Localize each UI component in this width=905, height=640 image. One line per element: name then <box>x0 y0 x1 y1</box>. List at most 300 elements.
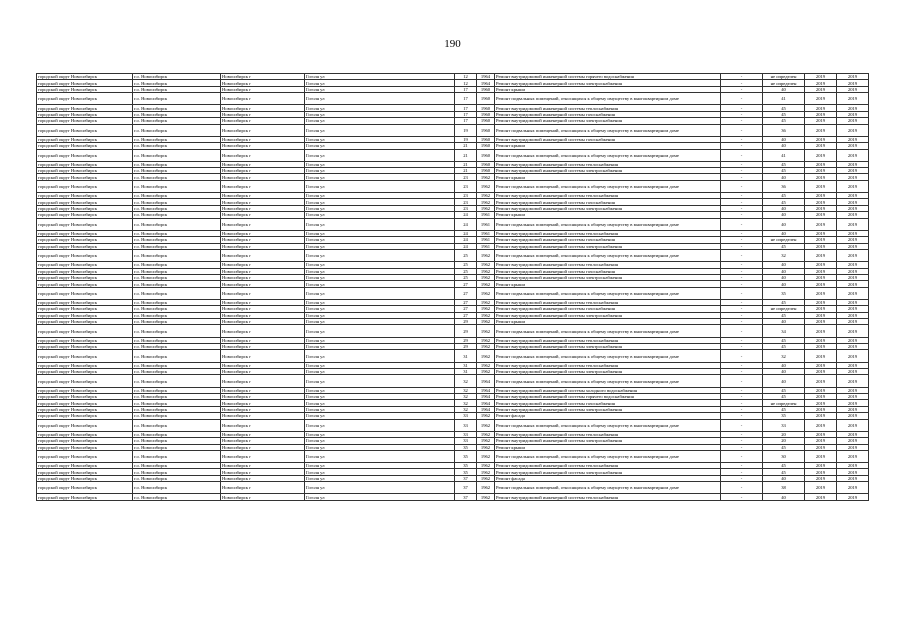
city-cell: Новосибирск г <box>221 230 305 236</box>
wear-cell: 35 <box>763 287 805 299</box>
work-type-cell: Ремонт внутридомовой инженерной системы электроснабжения <box>495 118 721 124</box>
end-year-cell: 2019 <box>837 299 869 305</box>
build-year-cell: 1962 <box>477 180 495 192</box>
start-year-cell: 2019 <box>805 105 837 111</box>
work-type-cell: Ремонт подвальных помещений, относящихся к общему имуществу в многоквартирном доме <box>495 149 721 161</box>
street-cell: Гоголя ул <box>305 387 455 393</box>
municipality-cell: городской округ Новосибирск <box>37 406 133 412</box>
start-year-cell: 2019 <box>805 387 837 393</box>
wear-cell: 40 <box>763 281 805 287</box>
locality-district-cell: г.о. Новосибирск <box>133 400 221 406</box>
dash-cell: - <box>721 494 763 500</box>
street-cell: Гоголя ул <box>305 319 455 325</box>
locality-district-cell: г.о. Новосибирск <box>133 438 221 444</box>
city-cell: Новосибирск г <box>221 149 305 161</box>
street-cell: Гоголя ул <box>305 494 455 500</box>
start-year-cell: 2019 <box>805 344 837 350</box>
start-year-cell: 2019 <box>805 469 837 475</box>
city-cell: Новосибирск г <box>221 419 305 431</box>
dash-cell: - <box>721 205 763 211</box>
work-type-cell: Ремонт внутридомовой инженерной системы теплоснабжения <box>495 161 721 167</box>
dash-cell: - <box>721 262 763 268</box>
work-type-cell: Ремонт внутридомовой инженерной системы газоснабжения <box>495 268 721 274</box>
wear-cell: 45 <box>763 161 805 167</box>
city-cell: Новосибирск г <box>221 287 305 299</box>
house-number-cell: 17 <box>455 86 477 92</box>
end-year-cell: 2019 <box>837 287 869 299</box>
municipality-cell: городской округ Новосибирск <box>37 149 133 161</box>
municipality-cell: городской округ Новосибирск <box>37 438 133 444</box>
house-number-cell: 35 <box>455 463 477 469</box>
wear-cell: 45 <box>763 199 805 205</box>
city-cell: Новосибирск г <box>221 237 305 243</box>
end-year-cell: 2019 <box>837 86 869 92</box>
city-cell: Новосибирск г <box>221 268 305 274</box>
house-number-cell: 35 <box>455 444 477 450</box>
wear-cell: 40 <box>763 268 805 274</box>
locality-district-cell: г.о. Новосибирск <box>133 193 221 199</box>
municipality-cell: городской округ Новосибирск <box>37 199 133 205</box>
build-year-cell: 1962 <box>477 362 495 368</box>
dash-cell: - <box>721 387 763 393</box>
table-row <box>37 287 869 299</box>
locality-district-cell: г.о. Новосибирск <box>133 482 221 494</box>
end-year-cell: 2019 <box>837 337 869 343</box>
start-year-cell: 2019 <box>805 325 837 337</box>
work-type-cell: Ремонт внутридомовой инженерной системы газоснабжения <box>495 136 721 142</box>
start-year-cell: 2019 <box>805 413 837 419</box>
house-number-cell: 21 <box>455 168 477 174</box>
locality-district-cell: г.о. Новосибирск <box>133 312 221 318</box>
work-type-cell: Ремонт внутридомовой инженерной системы электроснабжения <box>495 205 721 211</box>
end-year-cell: 2019 <box>837 80 869 86</box>
start-year-cell: 2019 <box>805 444 837 450</box>
municipality-cell: городской округ Новосибирск <box>37 362 133 368</box>
end-year-cell: 2019 <box>837 450 869 462</box>
build-year-cell: 1962 <box>477 274 495 280</box>
start-year-cell: 2019 <box>805 249 837 261</box>
house-number-cell: 31 <box>455 369 477 375</box>
start-year-cell: 2019 <box>805 369 837 375</box>
municipality-cell: городской округ Новосибирск <box>37 450 133 462</box>
end-year-cell: 2019 <box>837 475 869 481</box>
dash-cell: - <box>721 212 763 218</box>
dash-cell: - <box>721 306 763 312</box>
wear-cell: 40 <box>763 136 805 142</box>
dash-cell: - <box>721 400 763 406</box>
end-year-cell: 2019 <box>837 237 869 243</box>
city-cell: Новосибирск г <box>221 168 305 174</box>
locality-district-cell: г.о. Новосибирск <box>133 230 221 236</box>
street-cell: Гоголя ул <box>305 168 455 174</box>
end-year-cell: 2019 <box>837 249 869 261</box>
house-number-cell: 21 <box>455 149 477 161</box>
dash-cell: - <box>721 274 763 280</box>
house-number-cell: 21 <box>455 161 477 167</box>
house-number-cell: 23 <box>455 199 477 205</box>
municipality-cell: городской округ Новосибирск <box>37 237 133 243</box>
dash-cell: - <box>721 230 763 236</box>
dash-cell: - <box>721 362 763 368</box>
locality-district-cell: г.о. Новосибирск <box>133 494 221 500</box>
city-cell: Новосибирск г <box>221 406 305 412</box>
house-number-cell: 33 <box>455 431 477 437</box>
locality-district-cell: г.о. Новосибирск <box>133 118 221 124</box>
municipality-cell: городской округ Новосибирск <box>37 469 133 475</box>
street-cell: Гоголя ул <box>305 413 455 419</box>
street-cell: Гоголя ул <box>305 105 455 111</box>
locality-district-cell: г.о. Новосибирск <box>133 111 221 117</box>
build-year-cell: 1960 <box>477 86 495 92</box>
wear-cell: 45 <box>763 444 805 450</box>
start-year-cell: 2019 <box>805 494 837 500</box>
start-year-cell: 2019 <box>805 299 837 305</box>
start-year-cell: 2019 <box>805 118 837 124</box>
locality-district-cell: г.о. Новосибирск <box>133 463 221 469</box>
house-number-cell: 33 <box>455 438 477 444</box>
municipality-cell: городской округ Новосибирск <box>37 375 133 387</box>
house-number-cell: 31 <box>455 362 477 368</box>
build-year-cell: 1962 <box>477 450 495 462</box>
end-year-cell: 2019 <box>837 74 869 80</box>
city-cell: Новосибирск г <box>221 494 305 500</box>
house-number-cell: 35 <box>455 469 477 475</box>
work-type-cell: Ремонт внутридомовой инженерной системы электроснабжения <box>495 243 721 249</box>
city-cell: Новосибирск г <box>221 218 305 230</box>
city-cell: Новосибирск г <box>221 205 305 211</box>
dash-cell: - <box>721 193 763 199</box>
dash-cell: - <box>721 143 763 149</box>
street-cell: Гоголя ул <box>305 281 455 287</box>
house-number-cell: 12 <box>455 80 477 86</box>
work-type-cell: Ремонт внутридомовой инженерной системы газоснабжения <box>495 400 721 406</box>
street-cell: Гоголя ул <box>305 118 455 124</box>
build-year-cell: 1962 <box>477 205 495 211</box>
locality-district-cell: г.о. Новосибирск <box>133 431 221 437</box>
house-number-cell: 17 <box>455 118 477 124</box>
municipality-cell: городской округ Новосибирск <box>37 168 133 174</box>
start-year-cell: 2019 <box>805 74 837 80</box>
table-row <box>37 249 869 261</box>
locality-district-cell: г.о. Новосибирск <box>133 93 221 105</box>
house-number-cell: 37 <box>455 475 477 481</box>
wear-cell: 41 <box>763 149 805 161</box>
table-row <box>37 218 869 230</box>
work-type-cell: Ремонт внутридомовой инженерной системы электроснабжения <box>495 469 721 475</box>
start-year-cell: 2019 <box>805 375 837 387</box>
end-year-cell: 2019 <box>837 268 869 274</box>
build-year-cell: 1962 <box>477 413 495 419</box>
wear-cell: не определен <box>763 400 805 406</box>
city-cell: Новосибирск г <box>221 319 305 325</box>
street-cell: Гоголя ул <box>305 124 455 136</box>
start-year-cell: 2019 <box>805 93 837 105</box>
start-year-cell: 2019 <box>805 268 837 274</box>
street-cell: Гоголя ул <box>305 444 455 450</box>
locality-district-cell: г.о. Новосибирск <box>133 475 221 481</box>
wear-cell: 32 <box>763 350 805 362</box>
end-year-cell: 2019 <box>837 306 869 312</box>
end-year-cell: 2019 <box>837 136 869 142</box>
locality-district-cell: г.о. Новосибирск <box>133 337 221 343</box>
start-year-cell: 2019 <box>805 274 837 280</box>
work-type-cell: Ремонт внутридомовой инженерной системы электроснабжения <box>495 438 721 444</box>
wear-cell: 45 <box>763 344 805 350</box>
street-cell: Гоголя ул <box>305 306 455 312</box>
municipality-cell: городской округ Новосибирск <box>37 312 133 318</box>
dash-cell: - <box>721 350 763 362</box>
start-year-cell: 2019 <box>805 450 837 462</box>
municipality-cell: городской округ Новосибирск <box>37 174 133 180</box>
start-year-cell: 2019 <box>805 337 837 343</box>
house-number-cell: 27 <box>455 306 477 312</box>
wear-cell: 40 <box>763 362 805 368</box>
dash-cell: - <box>721 199 763 205</box>
city-cell: Новосибирск г <box>221 400 305 406</box>
work-type-cell: Ремонт внутридомовой инженерной системы теплоснабжения <box>495 299 721 305</box>
build-year-cell: 1962 <box>477 306 495 312</box>
build-year-cell: 1962 <box>477 287 495 299</box>
dash-cell: - <box>721 393 763 399</box>
locality-district-cell: г.о. Новосибирск <box>133 274 221 280</box>
house-number-cell: 29 <box>455 337 477 343</box>
end-year-cell: 2019 <box>837 350 869 362</box>
wear-cell: 45 <box>763 105 805 111</box>
work-type-cell: Ремонт внутридомовой инженерной системы теплоснабжения <box>495 431 721 437</box>
wear-cell: 40 <box>763 375 805 387</box>
wear-cell: не определен <box>763 237 805 243</box>
work-type-cell: Ремонт внутридомовой инженерной системы газоснабжения <box>495 306 721 312</box>
city-cell: Новосибирск г <box>221 438 305 444</box>
house-number-cell: 25 <box>455 262 477 268</box>
wear-cell: 41 <box>763 93 805 105</box>
work-type-cell: Ремонт внутридомовой инженерной системы электроснабжения <box>495 168 721 174</box>
table-row <box>37 350 869 362</box>
work-type-cell: Ремонт внутридомовой инженерной системы электроснабжения <box>495 80 721 86</box>
table-row <box>37 93 869 105</box>
street-cell: Гоголя ул <box>305 312 455 318</box>
street-cell: Гоголя ул <box>305 205 455 211</box>
city-cell: Новосибирск г <box>221 243 305 249</box>
dash-cell: - <box>721 161 763 167</box>
municipality-cell: городской округ Новосибирск <box>37 306 133 312</box>
city-cell: Новосибирск г <box>221 362 305 368</box>
municipality-cell: городской округ Новосибирск <box>37 268 133 274</box>
house-number-cell: 23 <box>455 193 477 199</box>
street-cell: Гоголя ул <box>305 161 455 167</box>
end-year-cell: 2019 <box>837 205 869 211</box>
municipality-cell: городской округ Новосибирск <box>37 212 133 218</box>
street-cell: Гоголя ул <box>305 237 455 243</box>
end-year-cell: 2019 <box>837 469 869 475</box>
start-year-cell: 2019 <box>805 218 837 230</box>
locality-district-cell: г.о. Новосибирск <box>133 375 221 387</box>
locality-district-cell: г.о. Новосибирск <box>133 393 221 399</box>
house-number-cell: 25 <box>455 274 477 280</box>
end-year-cell: 2019 <box>837 274 869 280</box>
work-type-cell: Ремонт внутридомовой инженерной системы теплоснабжения <box>495 105 721 111</box>
street-cell: Гоголя ул <box>305 111 455 117</box>
locality-district-cell: г.о. Новосибирск <box>133 369 221 375</box>
work-type-cell: Ремонт подвальных помещений, относящихся к общему имуществу в многоквартирном доме <box>495 419 721 431</box>
build-year-cell: 1962 <box>477 482 495 494</box>
build-year-cell: 1962 <box>477 249 495 261</box>
wear-cell: 20 <box>763 431 805 437</box>
end-year-cell: 2019 <box>837 362 869 368</box>
start-year-cell: 2019 <box>805 319 837 325</box>
end-year-cell: 2019 <box>837 124 869 136</box>
build-year-cell: 1960 <box>477 105 495 111</box>
municipality-cell: городской округ Новосибирск <box>37 494 133 500</box>
table-row <box>37 494 869 500</box>
municipality-cell: городской округ Новосибирск <box>37 93 133 105</box>
city-cell: Новосибирск г <box>221 136 305 142</box>
build-year-cell: 1962 <box>477 475 495 481</box>
end-year-cell: 2019 <box>837 243 869 249</box>
street-cell: Гоголя ул <box>305 393 455 399</box>
build-year-cell: 1960 <box>477 124 495 136</box>
street-cell: Гоголя ул <box>305 362 455 368</box>
build-year-cell: 1960 <box>477 149 495 161</box>
work-type-cell: Ремонт внутридомовой инженерной системы горячего водоснабжения <box>495 74 721 80</box>
end-year-cell: 2019 <box>837 393 869 399</box>
house-number-cell: 24 <box>455 212 477 218</box>
city-cell: Новосибирск г <box>221 105 305 111</box>
dash-cell: - <box>721 168 763 174</box>
street-cell: Гоголя ул <box>305 400 455 406</box>
start-year-cell: 2019 <box>805 205 837 211</box>
start-year-cell: 2019 <box>805 212 837 218</box>
locality-district-cell: г.о. Новосибирск <box>133 212 221 218</box>
wear-cell: 35 <box>763 413 805 419</box>
street-cell: Гоголя ул <box>305 475 455 481</box>
street-cell: Гоголя ул <box>305 180 455 192</box>
city-cell: Новосибирск г <box>221 274 305 280</box>
locality-district-cell: г.о. Новосибирск <box>133 218 221 230</box>
house-number-cell: 37 <box>455 482 477 494</box>
end-year-cell: 2019 <box>837 193 869 199</box>
street-cell: Гоголя ул <box>305 469 455 475</box>
municipality-cell: городской округ Новосибирск <box>37 111 133 117</box>
dash-cell: - <box>721 413 763 419</box>
build-year-cell: 1962 <box>477 174 495 180</box>
wear-cell: не определен <box>763 80 805 86</box>
wear-cell: 45 <box>763 406 805 412</box>
city-cell: Новосибирск г <box>221 482 305 494</box>
house-number-cell: 24 <box>455 230 477 236</box>
street-cell: Гоголя ул <box>305 143 455 149</box>
work-type-cell: Ремонт внутридомовой инженерной системы теплоснабжения <box>495 337 721 343</box>
wear-cell: 32 <box>763 249 805 261</box>
end-year-cell: 2019 <box>837 161 869 167</box>
build-year-cell: 1962 <box>477 369 495 375</box>
house-number-cell: 33 <box>455 419 477 431</box>
city-cell: Новосибирск г <box>221 212 305 218</box>
end-year-cell: 2019 <box>837 118 869 124</box>
dash-cell: - <box>721 463 763 469</box>
work-type-cell: Ремонт внутридомовой инженерной системы теплоснабжения <box>495 230 721 236</box>
build-year-cell: 1960 <box>477 143 495 149</box>
end-year-cell: 2019 <box>837 105 869 111</box>
municipality-cell: городской округ Новосибирск <box>37 337 133 343</box>
wear-cell: не определен <box>763 306 805 312</box>
end-year-cell: 2019 <box>837 400 869 406</box>
city-cell: Новосибирск г <box>221 124 305 136</box>
work-type-cell: Ремонт подвальных помещений, относящихся к общему имуществу в многоквартирном доме <box>495 450 721 462</box>
municipality-cell: городской округ Новосибирск <box>37 281 133 287</box>
work-type-cell: Ремонт крыши <box>495 212 721 218</box>
street-cell: Гоголя ул <box>305 325 455 337</box>
start-year-cell: 2019 <box>805 174 837 180</box>
dash-cell: - <box>721 86 763 92</box>
dash-cell: - <box>721 281 763 287</box>
house-number-cell: 17 <box>455 111 477 117</box>
city-cell: Новосибирск г <box>221 344 305 350</box>
start-year-cell: 2019 <box>805 136 837 142</box>
city-cell: Новосибирск г <box>221 450 305 462</box>
start-year-cell: 2019 <box>805 230 837 236</box>
start-year-cell: 2019 <box>805 124 837 136</box>
build-year-cell: 1961 <box>477 218 495 230</box>
wear-cell: 34 <box>763 325 805 337</box>
build-year-cell: 1962 <box>477 337 495 343</box>
municipality-cell: городской округ Новосибирск <box>37 230 133 236</box>
build-year-cell: 1962 <box>477 281 495 287</box>
locality-district-cell: г.о. Новосибирск <box>133 287 221 299</box>
build-year-cell: 1964 <box>477 74 495 80</box>
page-number: 190 <box>444 38 461 50</box>
end-year-cell: 2019 <box>837 413 869 419</box>
work-type-cell: Ремонт подвальных помещений, относящихся к общему имуществу в многоквартирном доме <box>495 249 721 261</box>
locality-district-cell: г.о. Новосибирск <box>133 262 221 268</box>
wear-cell: 40 <box>763 319 805 325</box>
locality-district-cell: г.о. Новосибирск <box>133 86 221 92</box>
end-year-cell: 2019 <box>837 375 869 387</box>
dash-cell: - <box>721 469 763 475</box>
wear-cell: 40 <box>763 494 805 500</box>
street-cell: Гоголя ул <box>305 438 455 444</box>
street-cell: Гоголя ул <box>305 174 455 180</box>
build-year-cell: 1962 <box>477 319 495 325</box>
wear-cell: 33 <box>763 419 805 431</box>
street-cell: Гоголя ул <box>305 406 455 412</box>
house-number-cell: 37 <box>455 494 477 500</box>
end-year-cell: 2019 <box>837 212 869 218</box>
municipality-cell: городской округ Новосибирск <box>37 218 133 230</box>
build-year-cell: 1962 <box>477 431 495 437</box>
locality-district-cell: г.о. Новосибирск <box>133 419 221 431</box>
dash-cell: - <box>721 124 763 136</box>
locality-district-cell: г.о. Новосибирск <box>133 268 221 274</box>
table-row <box>37 124 869 136</box>
start-year-cell: 2019 <box>805 438 837 444</box>
capital-repair-table <box>36 73 869 501</box>
table-row <box>37 325 869 337</box>
locality-district-cell: г.о. Новосибирск <box>133 281 221 287</box>
work-type-cell: Ремонт крыши <box>495 444 721 450</box>
start-year-cell: 2019 <box>805 287 837 299</box>
wear-cell: 45 <box>763 469 805 475</box>
start-year-cell: 2019 <box>805 193 837 199</box>
street-cell: Гоголя ул <box>305 431 455 437</box>
street-cell: Гоголя ул <box>305 149 455 161</box>
build-year-cell: 1964 <box>477 375 495 387</box>
municipality-cell: городской округ Новосибирск <box>37 369 133 375</box>
wear-cell: 45 <box>763 243 805 249</box>
end-year-cell: 2019 <box>837 218 869 230</box>
city-cell: Новосибирск г <box>221 375 305 387</box>
end-year-cell: 2019 <box>837 325 869 337</box>
